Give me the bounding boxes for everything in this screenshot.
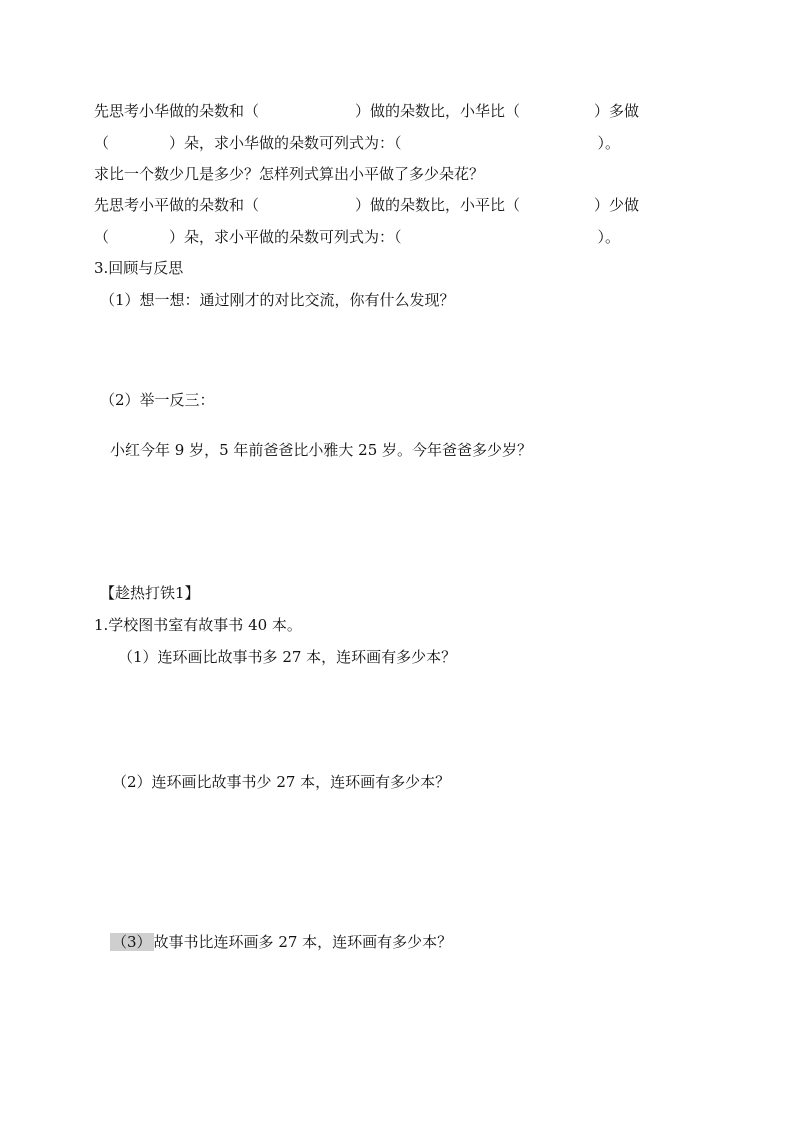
text-segment: （ bbox=[94, 228, 110, 246]
text-segment: ）多做 bbox=[594, 102, 640, 120]
question-line: （2）连环画比故事书少 27 本，连环画有多少本？ bbox=[112, 773, 451, 791]
text-segment: ）朵，求小平做的朵数可列式为：（ bbox=[169, 228, 402, 246]
compare-xiaohua-line bbox=[94, 101, 639, 121]
highlighted-label: （3） bbox=[112, 933, 152, 951]
text-segment: （ bbox=[94, 134, 110, 152]
question-line: （1）想一想：通过刚才的对比交流，你有什么发现？ bbox=[100, 291, 455, 309]
question-line: （2）举一反三： bbox=[100, 391, 215, 409]
section-heading: 【趁热打铁1】 bbox=[100, 584, 200, 602]
problem-line: 小红今年 9 岁，5 年前爸爸比小雅大 25 岁。今年爸爸多少岁？ bbox=[110, 441, 533, 459]
text-segment: ）做的朵数比，小平比（ bbox=[355, 196, 521, 214]
question-line: 求比一个数少几是多少？怎样列式算出小平做了多少朵花？ bbox=[94, 165, 485, 183]
text-segment: ）做的朵数比，小华比（ bbox=[355, 102, 521, 120]
text-segment: ）朵，求小华做的朵数可列式为：（ bbox=[169, 134, 402, 152]
problem-line: 1.学校图书室有故事书 40 本。 bbox=[94, 616, 302, 634]
text-segment: ）少做 bbox=[594, 196, 640, 214]
compare-xiaoping-line bbox=[94, 195, 639, 215]
text-segment: ）。 bbox=[597, 134, 621, 152]
text-segment: 先思考小华做的朵数和（ bbox=[94, 102, 260, 120]
xiaoping-formula-line bbox=[94, 227, 620, 247]
question-line bbox=[110, 932, 452, 952]
text-segment: 故事书比连环画多 27 本，连环画有多少本？ bbox=[153, 933, 453, 951]
text-segment: ）。 bbox=[597, 228, 621, 246]
xiaohua-formula-line bbox=[94, 133, 620, 153]
question-line: （1）连环画比故事书多 27 本，连环画有多少本？ bbox=[118, 648, 457, 666]
section-heading: 3.回顾与反思 bbox=[94, 259, 184, 277]
text-segment: 先思考小平做的朵数和（ bbox=[94, 196, 260, 214]
